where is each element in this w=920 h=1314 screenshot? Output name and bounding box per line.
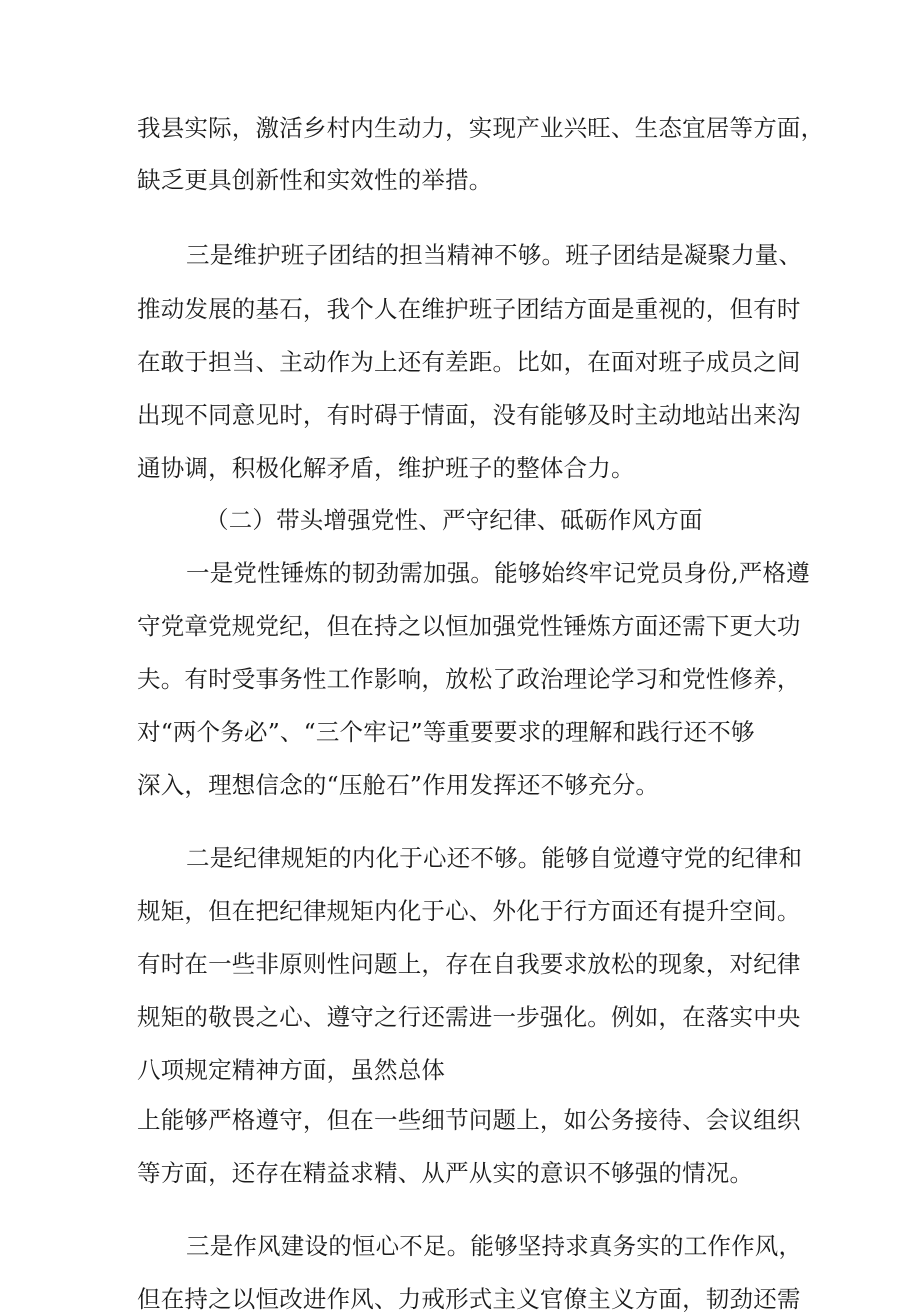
paragraph-first-line: 三是维护班子团结的担当精神不够。班子团结是凝聚力量、 <box>186 241 803 269</box>
body-line: 有时在一些非原则性问题上，存在自我要求放松的现象，对纪律 <box>137 950 801 978</box>
body-line: 出现不同意见时，有时碍于情面，没有能够及时主动地站出来沟 <box>137 401 801 429</box>
body-line: 但在持之以恒改进作风、力戒形式主义官僚主义方面，韧劲还需 <box>137 1285 801 1313</box>
body-line: 上能够严格遵守，但在一些细节问题上，如公务接待、会议组织 <box>137 1106 801 1134</box>
body-line: 夫。有时受事务性工作影响，放松了政治理论学习和党性修养， <box>137 665 801 693</box>
paragraph-first-line: 三是作风建设的恒心不足。能够坚持求真务实的工作作风， <box>186 1232 803 1260</box>
body-line: 规矩的敬畏之心、遵守之行还需进一步强化。例如，在落实中央 <box>137 1003 801 1031</box>
body-line: 守党章党规党纪，但在持之以恒加强党性锤炼方面还需下更大功 <box>137 612 801 640</box>
paragraph-first-line: 二是纪律规矩的内化于心还不够。能够自觉遵守党的纪律和 <box>186 844 803 872</box>
body-line: 规矩，但在把纪律规矩内化于心、外化于行方面还有提升空间。 <box>137 897 801 925</box>
body-line: 推动发展的基石，我个人在维护班子团结方面是重视的，但有时 <box>137 295 801 323</box>
body-line: 深入，理想信念的“压舱石”作用发挥还不够充分。 <box>137 771 660 799</box>
body-line: 缺乏更具创新性和实效性的举措。 <box>137 166 493 194</box>
body-line: 在敢于担当、主动作为上还有差距。比如，在面对班子成员之间 <box>137 348 801 376</box>
body-line: 我县实际，激活乡村内生动力，实现产业兴旺、生态宜居等方面， <box>137 114 825 142</box>
body-line: 对“两个务必”、“三个牢记”等重要要求的理解和践行还不够 <box>137 718 755 746</box>
body-line: 等方面，还存在精益求精、从严从实的意识不够强的情况。 <box>137 1159 754 1187</box>
body-line: 通协调，积极化解矛盾，维护班子的整体合力。 <box>137 454 635 482</box>
section-heading: （二）带头增强党性、严守纪律、砥砺作风方面 <box>205 506 703 534</box>
body-line: 八项规定精神方面，虽然总体 <box>137 1056 446 1084</box>
paragraph-first-line: 一是党性锤炼的韧劲需加强。能够始终牢记党员身份,严格遵 <box>186 559 810 587</box>
